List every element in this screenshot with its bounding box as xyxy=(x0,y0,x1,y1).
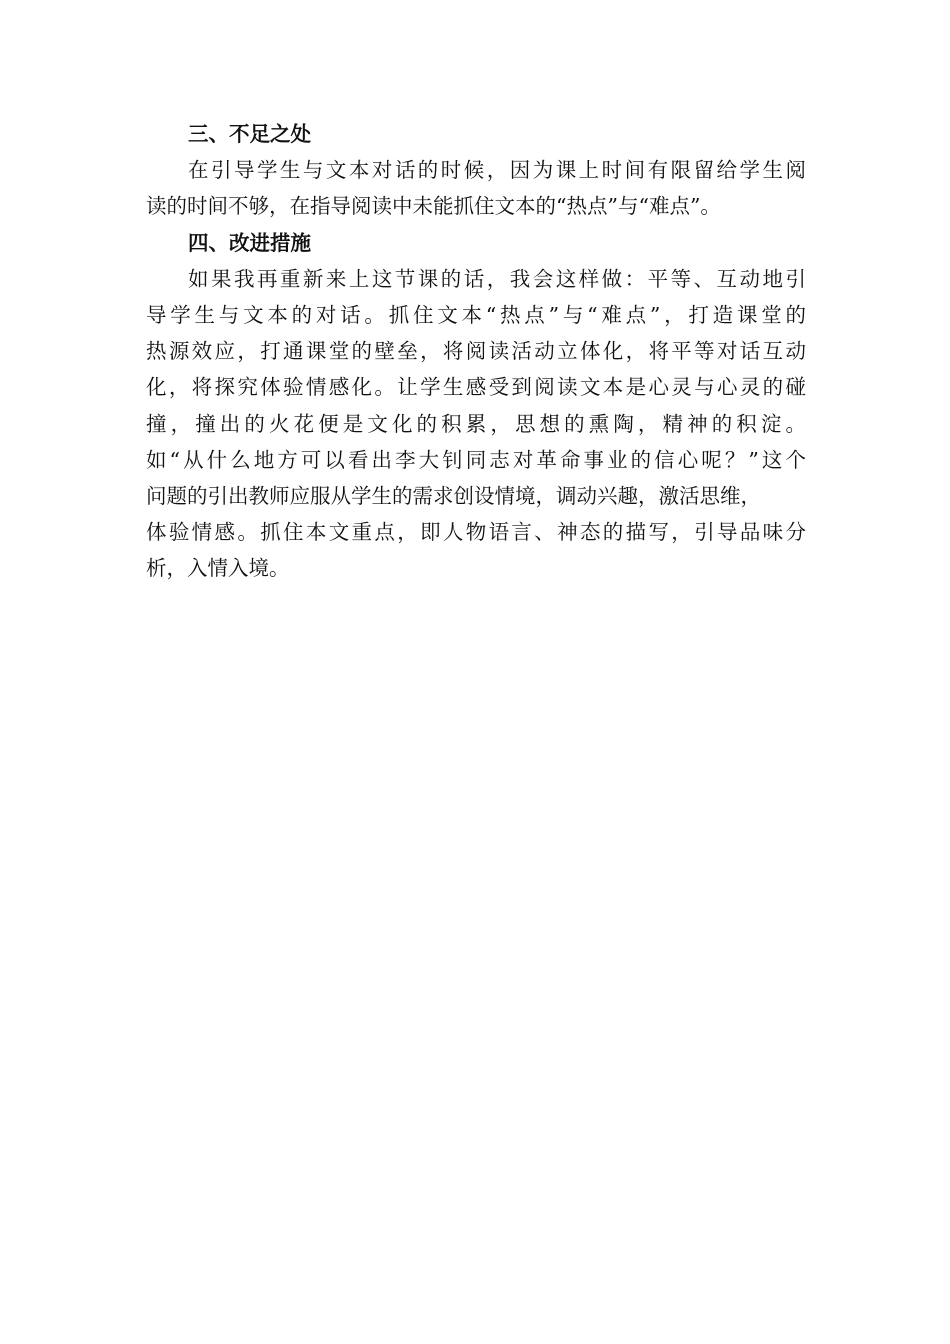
section-heading-shortcomings: 三、不足之处 xyxy=(188,122,311,146)
paragraph-line: 读的时间不够，在指导阅读中未能抓住文本的“热点”与“难点”。 xyxy=(146,194,721,219)
paragraph-improvements xyxy=(146,261,806,587)
paragraph-shortcomings xyxy=(146,152,806,224)
section-heading-improvements: 四、改进措施 xyxy=(188,230,311,255)
paragraph-line: 问题的引出教师应服从学生的需求创设情境，调动兴趣，激活思维， xyxy=(146,484,761,509)
paragraph-line: 在引导学生与文本对话的时候，因为课上时间有限留给学生阅 xyxy=(188,158,806,183)
paragraph-line: 析，入情入境。 xyxy=(146,556,290,581)
paragraph-line: 化，将探究体验情感化。让学生感受到阅读文本是心灵与心灵的碰 xyxy=(146,375,806,400)
paragraph-line: 如果我再重新来上这节课的话，我会这样做：平等、互动地引 xyxy=(188,266,806,291)
paragraph-line: 热源效应，打通课堂的壁垒，将阅读活动立体化，将平等对话互动 xyxy=(146,339,806,364)
document-body xyxy=(146,116,806,587)
paragraph-line: 如“从什么地方可以看出李大钊同志对革命事业的信心呢？”这个 xyxy=(146,447,806,472)
paragraph-line: 导学生与文本的对话。抓住文本“热点”与“难点”，打造课堂的 xyxy=(146,303,806,328)
paragraph-line: 体验情感。抓住本文重点，即人物语言、神态的描写，引导品味分 xyxy=(146,520,806,545)
paragraph-line: 撞，撞出的火花便是文化的积累，思想的熏陶，精神的积淀。 xyxy=(146,411,806,436)
